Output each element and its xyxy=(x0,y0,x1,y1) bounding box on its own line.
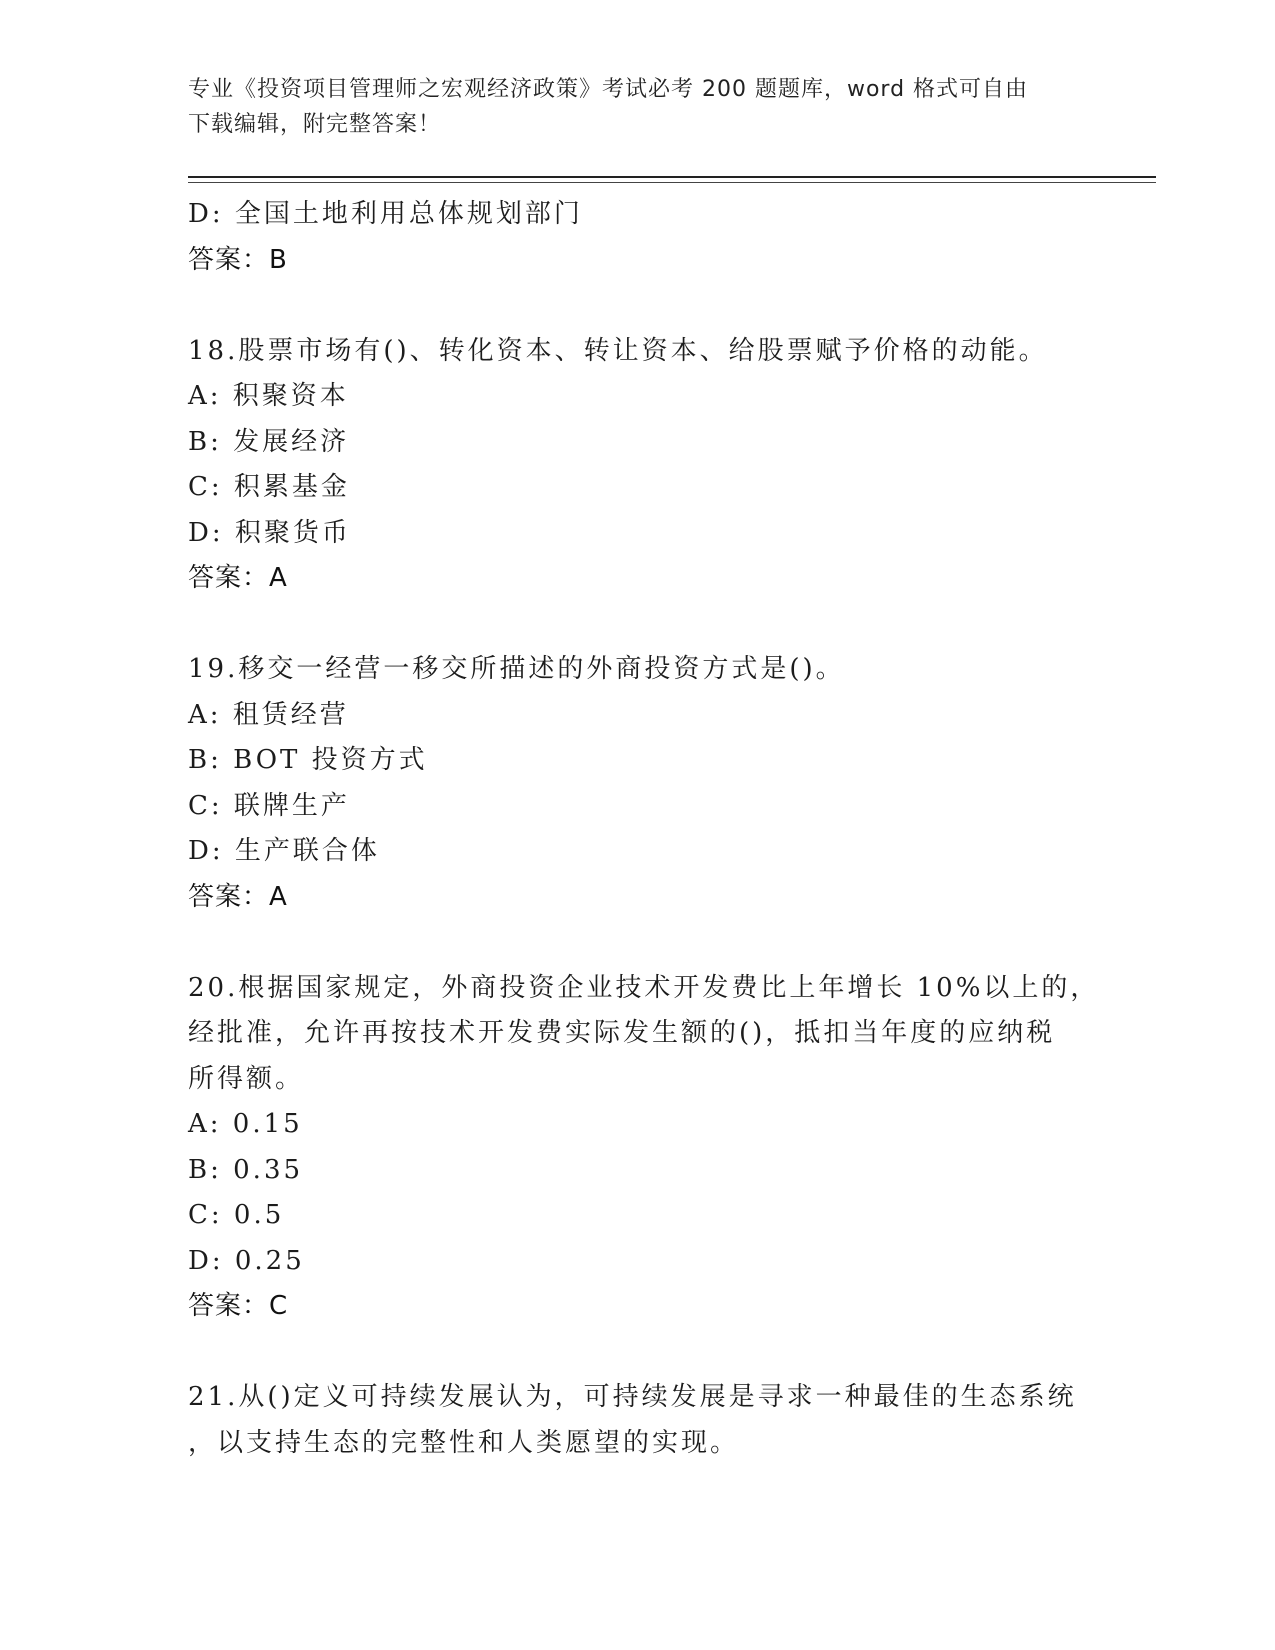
question-stem: 21.从()定义可持续发展认为，可持续发展是寻求一种最佳的生态系统 xyxy=(188,1382,1077,1412)
question-block-q17-tail xyxy=(188,192,1088,283)
header-divider-thin xyxy=(188,182,1156,183)
question-list xyxy=(188,192,1100,1466)
question-line: B: 发展经济 xyxy=(188,426,350,457)
question-line: A: 0.15 xyxy=(188,1109,303,1139)
question-block-q20 xyxy=(188,966,1100,1330)
question-line: D: 全国土地利用总体规划部门 xyxy=(188,199,583,229)
question-line: 经批准，允许再按技术开发费实际发生额的()，抵扣当年度的应纳税 xyxy=(188,1018,1056,1048)
question-line: C: 联牌生产 xyxy=(188,790,350,821)
answer-line: 答案：A xyxy=(188,563,288,593)
question-block-q21 xyxy=(188,1375,1088,1466)
block-spacer xyxy=(188,1330,1088,1376)
answer-line: 答案：C xyxy=(188,1291,289,1321)
question-block-q19 xyxy=(188,647,1088,920)
question-stem: 18.股票市场有()、转化资本、转让资本、给股票赋予价格的动能。 xyxy=(188,335,1048,366)
question-stem: 19.移交一经营一移交所描述的外商投资方式是()。 xyxy=(188,654,845,684)
question-line: D: 生产联合体 xyxy=(188,836,380,866)
document-header xyxy=(188,72,1068,142)
question-line: A: 积聚资本 xyxy=(188,381,349,411)
question-line: C: 积累基金 xyxy=(188,472,350,502)
block-spacer xyxy=(188,602,1088,648)
header-line-2: 下载编辑，附完整答案！ xyxy=(188,112,442,137)
question-line: B: 0.35 xyxy=(188,1154,304,1185)
header-divider-thick xyxy=(188,176,1156,178)
question-line: D: 积聚货币 xyxy=(188,517,351,548)
question-stem: 20.根据国家规定，外商投资企业技术开发费比上年增长 10%以上的， xyxy=(188,972,1100,1003)
question-line: A: 租赁经营 xyxy=(188,699,349,730)
block-spacer xyxy=(188,920,1088,966)
question-block-q18 xyxy=(188,329,1088,602)
question-line: D: 0.25 xyxy=(188,1245,305,1276)
question-line: 所得额。 xyxy=(188,1063,305,1094)
question-line: B: BOT 投资方式 xyxy=(188,745,428,775)
question-line: ，以支持生态的完整性和人类愿望的实现。 xyxy=(188,1427,740,1458)
block-spacer xyxy=(188,283,1088,329)
answer-line: 答案：B xyxy=(188,244,288,275)
answer-line: 答案：A xyxy=(188,881,288,912)
question-line: C: 0.5 xyxy=(188,1200,285,1230)
header-line-1: 专业《投资项目管理师之宏观经济政策》考试必考 200 题题库，word 格式可自由 xyxy=(188,77,1029,102)
